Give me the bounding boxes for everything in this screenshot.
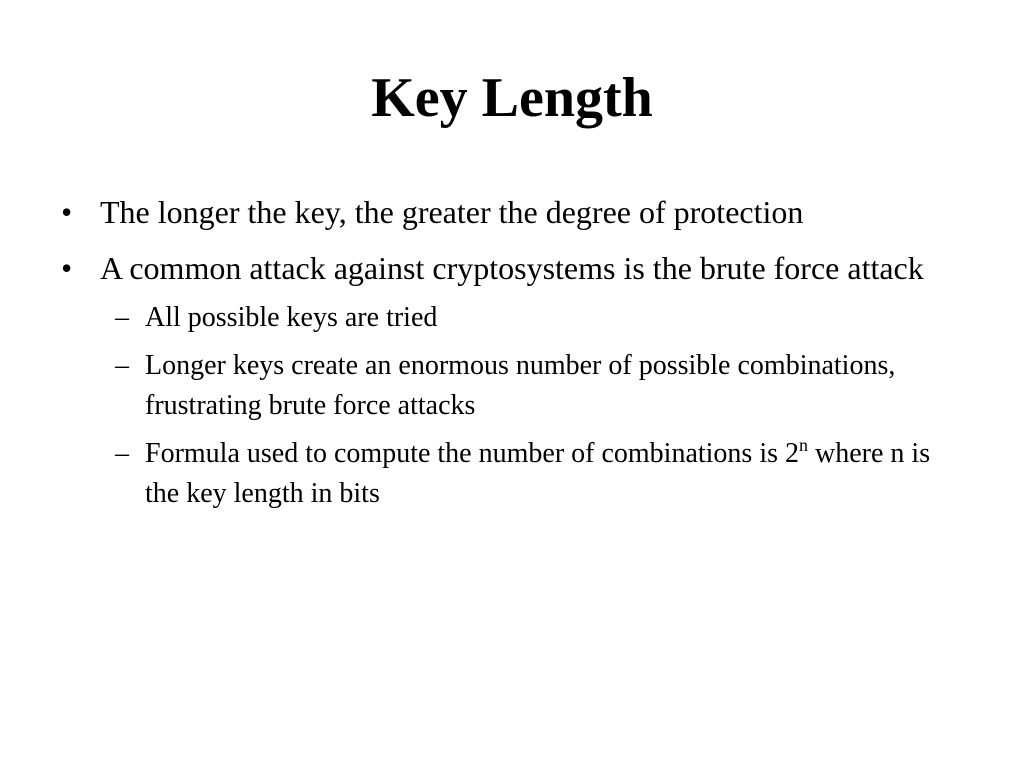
- exponent-superscript: n: [799, 435, 809, 455]
- dash-marker: –: [115, 438, 129, 469]
- formula-text-after: where n is the key length in bits: [145, 438, 931, 509]
- bullet-item: [55, 190, 955, 235]
- sub-bullet-item: [55, 434, 955, 514]
- dash-marker: –: [115, 350, 129, 381]
- bullet-item: [55, 246, 955, 291]
- slide-body: [55, 190, 955, 522]
- sub-bullet-text: Longer keys create an enormous number of possible combinations, frustrating brute force attacks: [145, 350, 896, 421]
- slide-title: Key Length: [371, 67, 653, 129]
- sub-bullet-list: [55, 298, 955, 514]
- dash-marker: –: [115, 302, 129, 333]
- formula-text: Formula used to compute the number of combinations is 2: [145, 438, 800, 469]
- sub-bullet-item: [55, 298, 955, 338]
- bullet-text: A common attack against cryptosystems is the brute force attack: [100, 250, 924, 286]
- bullet-text: The longer the key, the greater the degree of protection: [100, 194, 804, 230]
- sub-bullet-text: All possible keys are tried: [145, 302, 438, 333]
- sub-bullet-item: [55, 346, 955, 426]
- bullet-marker: •: [61, 250, 73, 286]
- bullet-marker: •: [61, 194, 73, 230]
- sub-bullet-text: [145, 435, 931, 509]
